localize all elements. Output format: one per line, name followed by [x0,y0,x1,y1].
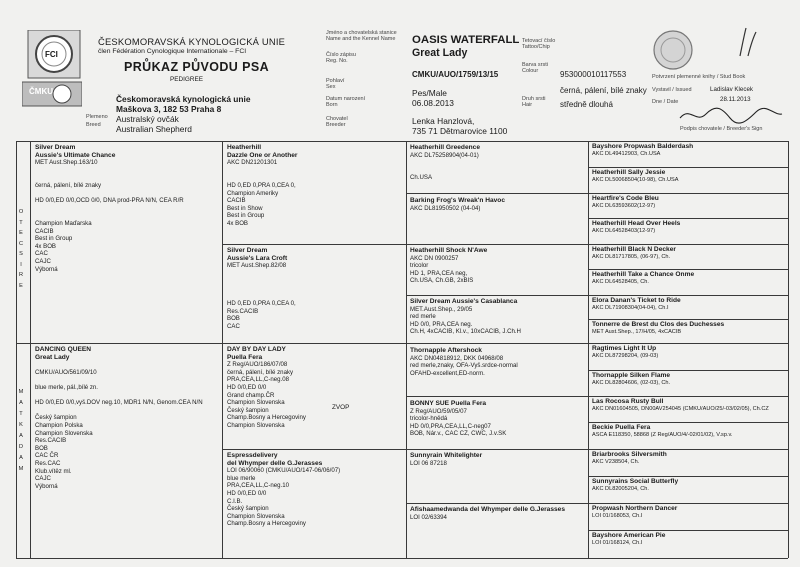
gen4-entry-name: Heatherhill Take a Chance Onme [592,271,695,278]
label-tattoo-en: Tattoo/Chip [522,44,550,50]
gen4-entry-name: Sunnyrains Social Butterfly [592,478,679,485]
pedigree-detail-line: CAC ČR [35,452,59,460]
gen2-ss [227,144,403,242]
pedigree-detail-line: Ch.USA, Ch.GB, 2xBIS [410,277,474,285]
pedigree-detail-line: Grand champ.ČR [227,391,275,399]
gen4-entry [592,220,786,243]
gen1-dam-name2: Great Lady [35,353,70,361]
gen3-6-name: Sunnyrain Whitelighter [410,452,483,459]
gen2-ss-name1: Heatherhill [227,144,262,151]
gen4-entry-line: AKC DL82804606, (02-03), Ch. [592,379,671,386]
label-hair-en: Hair [522,102,533,108]
issue-date: 28.11.2013 [720,96,751,103]
dog-reg-no: CMKU/AUO/1759/13/15 [412,70,499,79]
gen4-entry-name: Beckie Puella Fera [592,424,651,431]
pedigree-detail-line: CAC [35,250,48,258]
pedigree-detail-line: HD 0/0, PRA,CEA neg. [410,320,473,328]
pedigree-detail-line [227,277,403,285]
label-tattoo-cz: Tetovací číslo [522,38,556,44]
issued-label: Vystavil / Issued [652,87,692,93]
pedigree-detail-line: LOI 06 87218 [410,459,447,467]
pedigree-detail-line: Z Reg/AUO/59/05/07 [410,407,467,415]
pedigree-detail-line: MET.Aust.Shep., 29/05 [410,305,473,313]
pedigree-detail-line: CAC [227,322,240,330]
gen3-7 [410,506,586,556]
label-hair-cz: Druh srsti [522,96,546,102]
gen4-entry-name: Elora Danan's Ticket to Ride [592,297,681,304]
dog-chip: 953000010117553 [560,70,627,79]
gen4-entry [592,297,786,318]
zvop-mark: ZVOP [332,404,350,411]
gen4-entry-line: AKC DL63593602(12-97) [592,202,656,209]
gen4-entry-name: Heatherhill Sally Jessie [592,169,666,176]
side-letter: R [18,272,24,278]
gen2-sd-name1: Silver Dream [227,247,268,254]
pedigree-detail-line: Best in Group [35,235,73,243]
pedigree-detail-line [35,190,220,198]
pedigree-detail-line: HD 0/0,ED 0/0,vyš.DOV neg.10, MDR1 N/N, Genom.CEA N/N [35,399,203,407]
dog-hair: středně dlouhá [560,100,613,109]
label-breeder-en: Breeder [326,122,346,128]
pedigree-detail-line: HD 0/0,ED 0/0 [227,489,267,497]
pedigree-detail-line: Champion Slovenska [227,512,285,520]
pedigree-detail-line: HD 0,ED 0,PRA 0,CEA 0, [227,181,296,189]
gen4-entry-name: Propwash Northern Dancer [592,505,678,512]
label-name-cz: Jméno a chovatelská stanice [326,30,397,36]
pedigree-detail-line: Ch.USA [410,174,433,182]
pedigree-detail-line: HD 0,ED 0,PRA 0,CEA 0, [227,300,296,308]
pedigree-detail-line: Champion Polska [35,421,83,429]
gen3-1 [410,197,586,242]
gen4-entry-line: AKC DL50068504(10-98), Ch.USA [592,176,679,183]
pedigree-detail-line [227,167,403,175]
pedigree-detail-line: černá, pálení, bílé znaky [227,368,294,376]
breed-cz: Australský ovčák [116,114,179,124]
breeder-signature-icon [676,104,786,126]
pedigree-detail-line: PRA,CEA,LL,C-neg.10 [227,482,289,490]
pedigree-detail-line: Klub.vítěz ml. [35,467,72,475]
gen4-entry-name: Ragtimes Light It Up [592,345,657,352]
gen1-dam-name1: DANCING QUEEN [35,346,92,353]
side-letter: A [19,433,23,439]
pedigree-detail-line: LOI 06/90060 (CMKU/AUO/147-06/06/07) [227,467,341,475]
gen4-entry-name: Thornapple Silken Flame [592,372,671,379]
pedigree-detail-line [35,205,220,213]
pedigree-detail-line: HD 0/0,ED 0/0 [227,383,267,391]
dog-name-line1: OASIS WATERFALL [412,34,520,46]
pedigree-detail-line: 4x BOB [227,219,248,227]
gen4-entry-line: MET Aust.Shep., 17/H/05, 4xCACIB [592,328,682,335]
pedigree-detail-line: OFAHD-excellent,ED-norm. [410,369,485,377]
gen1-sire-name2: Aussie's Ultimate Chance [35,151,116,159]
label-colour-en: Colour [522,68,539,74]
pedigree-detail-line [410,167,586,175]
pedigree-detail-line: Výborná [35,265,58,273]
pedigree-detail-line [35,167,220,175]
gen2-sd [227,247,403,341]
gen3-1-name: Barking Frog's Wreak'n Havoc [410,197,505,204]
gen2-ds [227,346,403,447]
gen2-sd-name2: Aussie's Lara Croft [227,254,288,262]
pedigree-detail-line: C.I.B. [227,497,243,505]
doc-subtitle: PEDIGREE [170,76,204,83]
gen4-entry-line: AKC DN01604505, DN00AV254045 (CMKU/AUO/25/-03/02/05), Ch.CZ [592,405,769,412]
side-letter: O [18,209,24,215]
gen4-entry-name: Las Rocosa Rusty Bull [592,398,664,405]
pedigree-detail-line [227,293,403,301]
pedigree-detail-line: CAJC [35,475,51,483]
gen4-entry-line: AKC DL87298204, (09-03) [592,352,659,359]
pedigree-detail-line: Champion Slovenska [227,421,285,429]
pedigree-detail-line: Český šampion [227,505,269,513]
pedigree-detail-line [35,392,220,400]
gen3-4 [410,347,586,394]
breed-en: Australian Shepherd [116,124,192,134]
gen4-entry [592,345,786,369]
gen4-entry [592,451,786,475]
gen2-dd [227,452,403,556]
pedigree-detail-line: AKC DL75258904(04-01) [410,151,479,159]
gen3-3-name: Silver Dream Aussie's Casablanca [410,298,518,305]
gen3-2 [410,247,586,293]
pedigree-detail-line: 4x BOB [35,242,56,250]
pedigree-detail-line: Český šampion [227,406,269,414]
side-letter: T [19,411,23,417]
pedigree-detail-line: CACIB [227,197,246,205]
side-letter: A [19,455,23,461]
pedigree-detail-line: Best in Show [227,204,263,212]
pedigree-detail-line: Z Reg/AUO/186/07/08 [227,361,288,369]
pedigree-detail-line: Champion Slovenska [35,429,93,437]
label-name-en: Name and the Kennel Name [326,36,396,42]
pedigree-detail-line: Champ.Bosny a Hercegoviny [227,520,306,528]
gen2-dd-name1: Espressdelivery [227,452,278,459]
breeder-name: Lenka Hanzlová, [412,116,475,126]
gen3-4-name: Thornapple Aftershock [410,347,482,354]
gen4-entry-name: Heartfire's Code Bleu [592,195,659,202]
gen4-entry-name: Bayshore American Pie [592,532,666,539]
pedigree-detail-line: Champion Ameriky [227,189,279,197]
pedigree-detail-line [35,376,220,384]
gen4-entry [592,169,786,192]
gen4-entry-line: AKC DL81717805, (06-97), Ch. [592,253,671,260]
label-reg-cz: Číslo zápisu [326,52,356,58]
pedigree-detail-line: Champion Slovenska [227,399,285,407]
gen4-entry-line: LOI 01/168053, Ch.I [592,512,643,519]
pedigree-detail-line: AKC DL81950502 (04-04) [410,204,481,212]
pedigree-detail-line: tricolor [410,262,429,270]
pedigree-detail-line [35,174,220,182]
fci-cmku-logo [22,30,82,108]
pedigree-detail-line: blue merle [227,474,256,482]
gen1-sire-name1: Silver Dream [35,144,76,151]
pedigree-detail-line [227,174,403,182]
breed-label-en: Breed [86,122,101,128]
gen4-entry [592,478,786,502]
pedigree-detail-line [35,361,220,369]
pedigree-detail-line: red merle,znaky, OFA-Vyš.srdce-normal [410,362,518,370]
pedigree-detail-line: MET Aust.Shep.163/10 [35,159,98,167]
pedigree-detail-line: HD 0/0,ED 0/0,OCD 0/0, DNA prod-PRA N/N, CEA R/R [35,197,184,205]
gen4-entry [592,143,786,166]
gen4-entry [592,271,786,294]
label-sex-en: Sex [326,84,336,90]
gen4-entry [592,532,786,557]
gen4-entry-line: LOI 01/168124, Ch.I [592,539,643,546]
label-reg-en: Reg. No. [326,58,348,64]
gen4-entry-name: Heatherhill Head Over Heels [592,220,681,227]
pedigree-detail-line: HD 0/0,PRA,CEA,LL,C-neg07 [410,422,491,430]
stud-book-stamp-icon [648,28,698,72]
label-sex-cz: Pohlaví [326,78,345,84]
doc-title: PRŮKAZ PŮVODU PSA [124,60,270,74]
pedigree-detail-line: CMKU/AUO/561/09/10 [35,368,97,376]
label-colour-cz: Barva srsti [522,62,548,68]
pedigree-detail-line: red merle [410,313,436,321]
gen4-entry [592,195,786,217]
sign-label: Podpis chovatele / Breeder's Sign [680,126,763,132]
dog-name-line2: Great Lady [412,47,468,59]
pedigree-detail-line: LOI 02/63394 [410,513,447,521]
pedigree-detail-line: Český šampion [35,414,77,422]
gen4-entry-name: Heatherhill Black N Decker [592,246,676,253]
pedigree-detail-line [35,407,220,415]
gen4-entry [592,246,786,268]
gen4-entry [592,424,786,448]
pedigree-detail-line: CAJC [35,257,51,265]
address-line1: Českomoravská kynologická unie [116,94,251,104]
gen4-entry-line: AKC V238504, Ch. [592,458,640,465]
stud-book-label: Potvrzení plemenné knihy / Stud Book [652,74,746,80]
pedigree-detail-line [410,159,586,167]
gen4-entry-line: AKC DL71908304(04-04), Ch.I [592,304,669,311]
side-letter: M [18,389,24,395]
pedigree-detail-line [227,285,403,293]
gen4-entry [592,372,786,395]
gen4-entry-name: Tonnerre de Brest du Clos des Duchesses [592,321,725,328]
label-birth-en: Born [326,102,338,108]
pedigree-detail-line: Best in Group [227,212,265,220]
gen2-ds-name2: Puella Fera [227,353,263,361]
gen4-entry-line: ASCA E118350, 58868 (Z Reg/AUO/4/-02/01/02), V.sp.v. [592,431,733,438]
pedigree-detail-line [35,212,220,220]
gen4-entry [592,321,786,342]
pedigree-detail-line: Ch.H, 4xCACIB, Kl.v., 10xCACIB, J.Ch.H [410,328,521,336]
gen1-sire [35,144,220,340]
pedigree-detail-line: blue merle, pál.,bílé zn. [35,383,99,391]
gen3-7-name: Afishaamedwanda del Whymper delle G.Jerasses [410,506,566,513]
pedigree-detail-line: HD 1, PRA,CEA neg, [410,269,468,277]
side-letter: M [18,466,24,472]
side-letter: I [20,261,22,268]
gen3-6 [410,452,586,501]
org-name: ČESKOMORAVSKÁ KYNOLOGICKÁ UNIE [98,36,286,47]
gen3-5-name: BONNY SUE Puella Fera [410,400,487,407]
pedigree-detail-line: BOB [227,315,240,323]
label-breeder-cz: Chovatel [326,116,348,122]
date-label: Dne / Date [652,99,679,105]
org-member: člen Fédération Cynologique Internationale – FCI [98,48,247,55]
gen4-entry [592,505,786,529]
gen2-ds-name1: DAY BY DAY LADY [227,346,286,353]
gen4-entry-line: AKC DL64528403(12-97) [592,227,656,234]
pedigree-detail-line: AKC DN 0900257 [410,254,459,262]
breed-label-cz: Plemeno [86,114,108,120]
pedigree-detail-line: Res.CACIB [35,437,67,445]
issued-by: Ladislav Klecek [710,86,753,93]
pedigree-detail-line: BOB, Nár.v., CAC CZ, CWC, J.v.SK [410,430,507,438]
gen4-entry-name: Bayshore Propwash Balderdash [592,143,694,150]
pedigree-detail-line: BOB [35,444,48,452]
fci-logo-text: FCI [45,50,58,59]
gen2-dd-name2: del Whymper delle G.Jerasses [227,459,323,467]
pedigree-detail-line: černá, pálení, bílé znaky [35,181,102,189]
dog-sex: Pes/Male [412,88,447,98]
pedigree-detail-line: CACIB [35,227,54,235]
pedigree-detail-line [227,270,403,278]
side-letter: C [18,240,24,247]
side-letter: K [19,422,23,428]
side-letter: A [19,400,23,406]
gen4-entry-line: AKC DL82005204, Ch. [592,485,649,492]
pedigree-detail-line: Champion Maďarska [35,219,92,227]
pedigree-detail-line: PRA,CEA,LL,C-neg.08 [227,376,289,384]
cmku-logo-text: ČMKU [29,87,53,96]
side-letter: E [19,282,23,289]
side-letter: D [18,444,24,450]
gen4-entry-line: AKC DL49412903, Ch.USA [592,150,661,157]
side-letter: S [19,251,23,257]
gen1-dam [35,346,220,556]
pedigree-detail-line: Res.CACIB [227,307,259,315]
pedigree-detail-line: AKC DN04818912, DKK 04968/08 [410,354,504,362]
pedigree-detail-line: Res.CAC [35,459,61,467]
address-line2: Maškova 3, 182 53 Praha 8 [116,104,222,114]
breeder-address: 735 71 Dětmarovice 1100 [412,126,508,136]
gen3-2-name: Heatherhill Shock N'Awe [410,247,488,254]
gen3-0 [410,144,586,191]
label-birth-cz: Datum narození [326,96,366,102]
gen4-entry-name: Briarbrooks Silversmith [592,451,667,458]
dog-born: 06.08.2013 [412,98,454,108]
pedigree-detail-line: tricolor-hnědá [410,415,448,423]
gen4-entry [592,398,786,421]
gen4-entry-line: AKC DL64528405, Ch. [592,278,649,285]
gen2-ss-name2: Dazzle One or Another [227,151,298,159]
side-letter: E [19,230,23,236]
pedigree-detail-line: Champ.Bosny a Hercegoviny [227,414,306,422]
pedigree-detail-line: AKC DN21201301 [227,159,278,167]
gen3-5 [410,400,586,447]
signature-mark-icon [730,26,760,60]
gen3-0-name: Heatherhill Greedence [410,144,480,151]
pedigree-detail-line: MET Aust.Shep.82/08 [227,262,287,270]
dog-colour: černá, pálení, bílé znaky [560,86,647,95]
gen3-3 [410,298,586,342]
pedigree-detail-line: Výborná [35,482,58,490]
side-letter: T [19,219,23,226]
